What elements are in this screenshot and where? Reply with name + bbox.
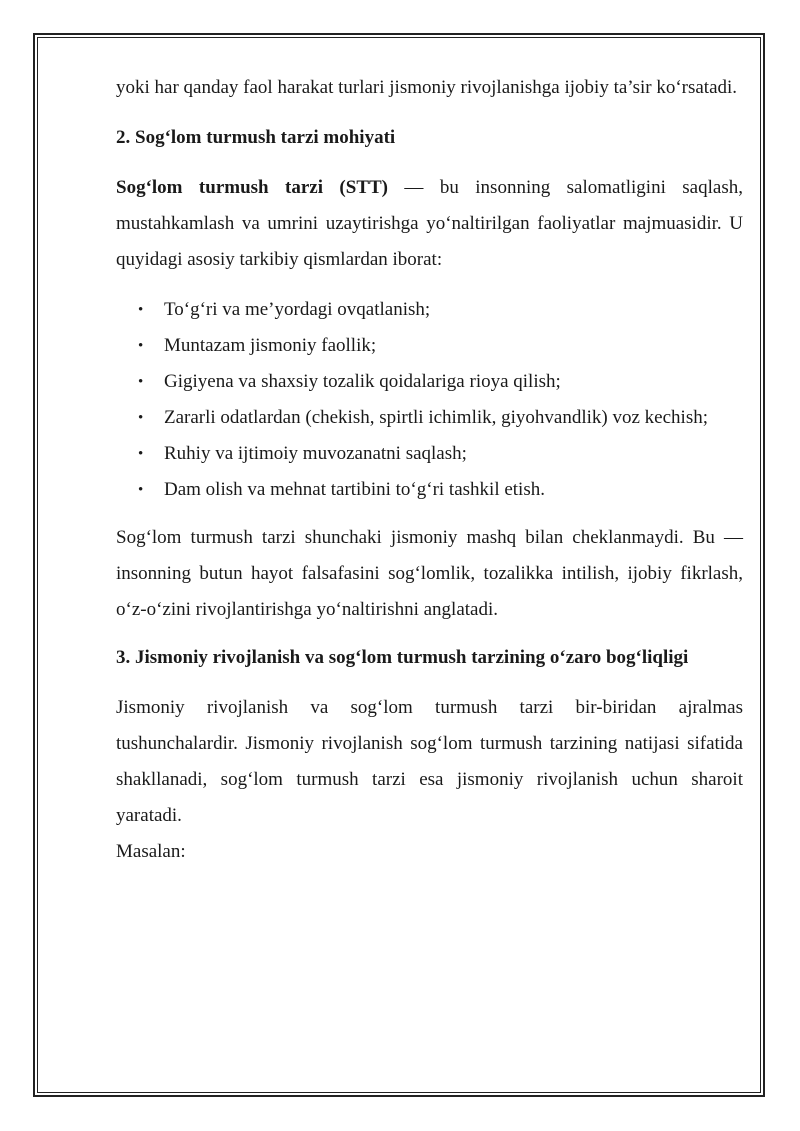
- section-3-heading: 3. Jismoniy rivojlanish va sog‘lom turmush tarzining o‘zaro bog‘liqligi: [116, 647, 689, 668]
- list-item: • To‘g‘ri va me’yordagi ovqatlanish;: [116, 292, 743, 328]
- list-item: • Dam olish va mehnat tartibini to‘g‘ri tashkil etish.: [116, 472, 743, 508]
- list-item: • Ruhiy va ijtimoiy muvozanatni saqlash;: [116, 436, 743, 472]
- section-3-paragraph: Jismoniy rivojlanish va sog‘lom turmush tarzi bir-biridan ajralmas tushunchalardir. Jismoniy rivojlanish sog‘lom turmush tarzining natijasi sifatida shakllanadi, sog‘lom turmush tarzi esa jismoniy rivojlanish uchun sharoit yaratadi.: [116, 697, 743, 826]
- intro-paragraph: yoki har qanday faol harakat turlari jismoniy rivojlanishga ijobiy ta’sir ko‘rsatadi.: [116, 77, 738, 98]
- bullet-icon: •: [138, 338, 144, 354]
- example-label: Masalan:: [116, 841, 186, 862]
- list-item: • Gigiyena va shaxsiy tozalik qoidalariga rioya qilish;: [116, 364, 743, 400]
- section-2-heading: 2. Sog‘lom turmush tarzi mohiyati: [116, 127, 396, 148]
- closing-paragraph: Sog‘lom turmush tarzi shunchaki jismoniy mashq bilan cheklanmaydi. Bu — insonning butun hayot falsafasini sog‘lomlik, tozalikka intilish, ijobiy fikrlash, o‘z-o‘zini rivojlantirishga yo‘naltirishni anglatadi.: [116, 527, 743, 620]
- bullet-icon: •: [138, 482, 144, 498]
- list-item: • Zararli odatlardan (chekish, spirtli ichimlik, giyohvandlik) voz kechish;: [116, 400, 743, 436]
- definition-text: — bu insonning salomatligini saqlash, mustahkamlash va umrini uzaytirishga yo‘naltirilgan faoliyatlar majmuasidir. U quyidagi asosiy tarkibiy qismlardan iborat:: [116, 177, 743, 270]
- list-item: • Muntazam jismoniy faollik;: [116, 328, 743, 364]
- bullet-icon: •: [138, 410, 144, 426]
- components-list: [116, 292, 743, 508]
- definition-paragraph: [116, 170, 743, 278]
- bullet-icon: •: [138, 446, 144, 462]
- definition-term: Sog‘lom turmush tarzi (STT): [116, 177, 388, 198]
- bullet-icon: •: [138, 302, 144, 318]
- bullet-icon: •: [138, 374, 144, 390]
- document-body: [116, 70, 743, 870]
